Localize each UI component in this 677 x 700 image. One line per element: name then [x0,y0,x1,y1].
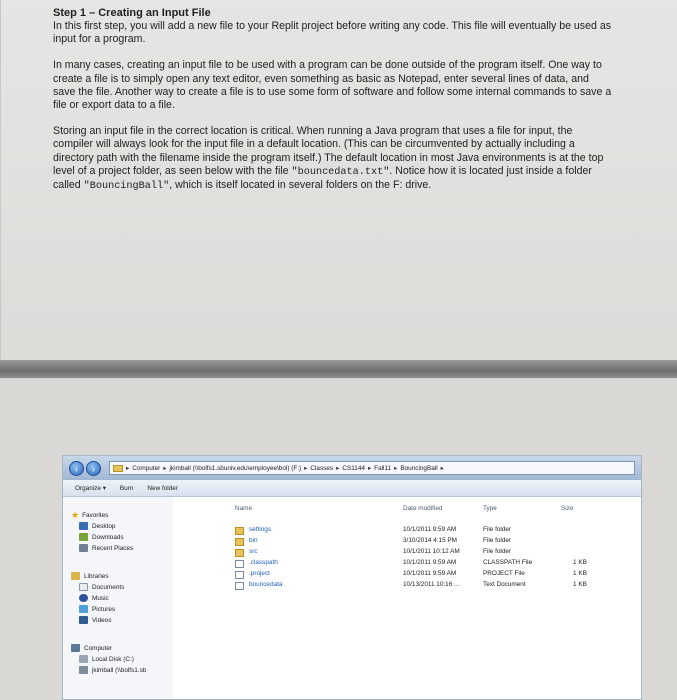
nav-pictures[interactable]: Pictures [79,605,115,613]
burn-button[interactable]: Burn [119,484,134,492]
pictures-icon [79,605,88,613]
music-icon [79,594,88,602]
file-date-modified: 10/13/2011 10:16 ... [403,581,460,588]
p3-text-c: , which is itself located in several folders on the F: drive. [169,179,432,192]
breadcrumb-bouncingball[interactable]: BouncingBall [400,464,438,472]
nav-favorites[interactable]: ★ Favorites [71,510,109,520]
folder-icon [235,549,244,557]
file-type: CLASSPATH File [483,559,533,566]
forward-arrow-icon[interactable]: › [86,461,101,476]
file-name: settings [249,526,272,533]
file-explorer-screenshot [62,455,642,700]
nav-recent-places[interactable]: Recent Places [79,544,133,552]
file-type: File folder [483,526,512,533]
file-list [173,497,641,699]
new-folder-button[interactable]: New folder [147,484,178,492]
file-type: File folder [483,548,512,555]
paragraph-creating-files: In many cases, creating an input file to be used with a program can be done outside of the program itself. One way to create a file is to simply open any text editor, even something as basic as Notepad, enter several lines of data, and save the file. Another way to create a file is to use some form of software and follow some internal commands to save a file or export data to a file. [53,59,612,112]
address-bar [63,456,641,480]
chevron-right-icon: ▸ [304,465,308,472]
file-type: File folder [483,537,512,544]
file-name: .project [249,570,270,577]
file-type: PROJECT File [483,570,525,577]
file-name: .classpath [249,559,278,566]
paragraph-location [53,125,613,193]
file-type: Text Document [483,581,526,588]
nav-documents[interactable]: Documents [79,583,124,591]
folder-icon [235,527,244,535]
column-type[interactable]: Type [483,505,497,512]
breadcrumb-classes[interactable]: Classes [310,464,334,472]
column-size[interactable]: Size [561,505,574,512]
file-name: bouncedata [249,581,283,588]
folder-icon [235,538,244,546]
desktop-icon [79,522,88,530]
p3-text-b: . Notice how it is located just inside a folder called [53,164,592,192]
nav-downloads[interactable]: Downloads [79,533,124,541]
breadcrumb-fall11[interactable]: Fall11 [374,464,392,472]
p3-text-a: Storing an input file in the correct location is critical. When running a Java program that uses a file for input, the compiler will always look for the input file in a default location. (This can be circumvented by actually including a directory path with the filename inside the program itself.) The default location in most Java environments is at the top level of a project folder, as seen below with the file [53,125,604,177]
chevron-right-icon: ▸ [336,465,340,472]
nav-music[interactable]: Music [79,594,109,602]
disk-icon [79,655,88,663]
paragraph-intro: In this first step, you will add a new file to your Replit project before writing any code. This file will eventually be used as input for a program. [53,20,612,46]
nav-local-disk[interactable]: Local Disk (C:) [79,655,134,663]
chevron-right-icon: ▸ [126,465,130,472]
organize-button[interactable]: Organize ▾ [75,485,106,492]
file-date-modified: 10/1/2011 9:59 AM [403,526,457,533]
file-size: 1 KB [573,570,587,577]
breadcrumb-computer[interactable]: Computer [132,464,161,472]
navigation-pane [63,497,173,699]
document-text [53,6,613,206]
computer-icon [71,644,80,652]
column-date-modified[interactable]: Date modified [403,505,443,512]
chevron-right-icon: ▸ [367,465,372,472]
file-name: bin [249,537,258,544]
page-divider-band [0,360,677,378]
recent-places-icon [79,544,88,552]
file-date-modified: 3/10/2014 4:15 PM [403,537,458,544]
network-drive-icon [79,666,88,674]
breadcrumb-cs1144[interactable]: CS1144 [342,464,365,472]
nav-network-drive[interactable]: jkimball (\\bolfs1.sb [79,666,146,674]
column-name[interactable]: Name [235,505,253,512]
breadcrumb-drive[interactable]: jkimball (\\bolfs1.sbuniv.edu\employee\bol) (F:) [169,464,302,472]
file-date-modified: 10/1/2011 9:59 AM [403,559,457,566]
star-icon: ★ [71,510,80,520]
file-icon [235,560,244,568]
file-icon [235,582,244,590]
nav-computer[interactable]: Computer [71,644,112,652]
code-bouncedata: "bouncedata.txt" [291,166,390,178]
nav-desktop[interactable]: Desktop [79,522,115,530]
file-date-modified: 10/1/2011 9:59 AM [403,570,457,577]
command-bar [63,480,641,497]
breadcrumb[interactable] [109,461,635,475]
step-heading: Step 1 – Creating an Input File [53,7,211,19]
videos-icon [79,616,88,624]
file-size: 1 KB [573,581,587,588]
file-size: 1 KB [573,559,587,566]
chevron-right-icon: ▸ [394,465,398,472]
folder-icon [113,465,123,472]
chevron-right-icon: ▸ [440,465,444,472]
nav-videos[interactable]: Videos [79,616,111,624]
file-date-modified: 10/1/2011 10:12 AM [403,548,460,555]
nav-libraries[interactable]: Libraries [71,572,109,580]
code-bouncingball: "BouncingBall" [83,181,170,193]
file-icon [235,571,244,579]
libraries-icon [71,572,80,580]
file-name: src [249,548,258,555]
downloads-icon [79,533,88,541]
chevron-right-icon: ▸ [163,465,167,472]
documents-icon [79,583,88,591]
back-arrow-icon[interactable]: ‹ [69,461,84,476]
